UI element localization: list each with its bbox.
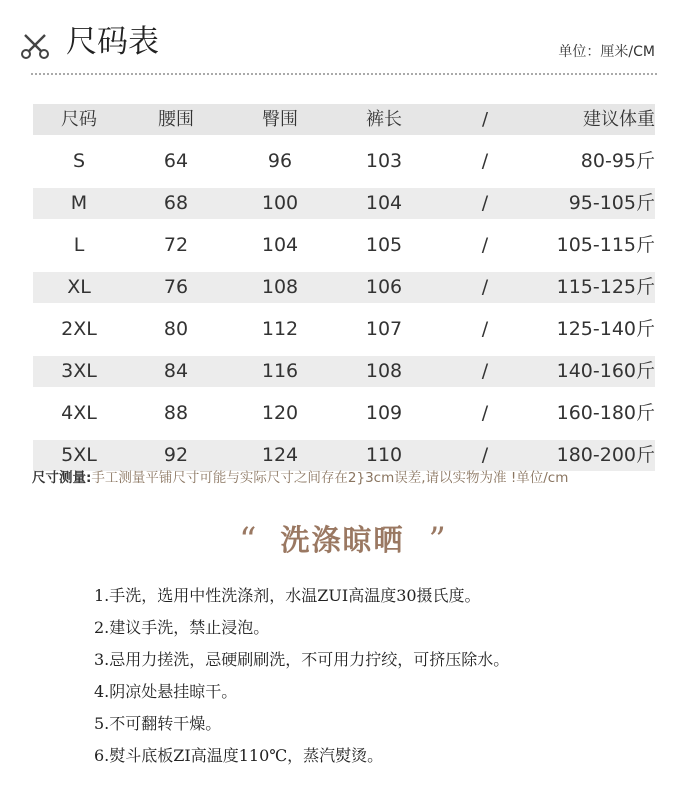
- weight-cell: 160-180斤: [556, 402, 655, 424]
- size-cell: S: [72, 150, 86, 172]
- size-cell: M: [70, 192, 88, 214]
- size-cell: 5XL: [61, 444, 97, 466]
- weight-cell: 80-95斤: [580, 150, 655, 172]
- slash-cell: /: [481, 318, 489, 340]
- size-cell: L: [73, 234, 85, 256]
- size-cell: 2XL: [61, 318, 97, 340]
- hip-cell: 100: [261, 192, 299, 214]
- waist-cell: 84: [163, 360, 189, 382]
- table-row: [33, 272, 655, 314]
- length-cell: 109: [365, 402, 403, 424]
- header-length: 裤长: [366, 109, 402, 130]
- slash-cell: /: [481, 150, 489, 172]
- waist-cell: 68: [163, 192, 189, 214]
- table-row: [33, 146, 655, 188]
- scissors-icon: [20, 30, 50, 60]
- page-header: [0, 0, 685, 80]
- size-cell: XL: [67, 276, 91, 298]
- hip-cell: 96: [267, 150, 293, 172]
- hip-cell: 104: [261, 234, 299, 256]
- hip-cell: 120: [261, 402, 299, 424]
- weight-cell: 125-140斤: [556, 318, 655, 340]
- size-cell: 4XL: [61, 402, 97, 424]
- header-size: 尺码: [61, 109, 97, 130]
- table-row: [33, 398, 655, 440]
- list-item: 4.阴凉处悬挂晾干。: [94, 682, 238, 701]
- weight-cell: 95-105斤: [568, 192, 655, 214]
- list-item: 2.建议手洗，禁止浸泡。: [94, 618, 270, 637]
- list-item: 1.手洗，选用中性洗涤剂，水温ZUI高温度30摄氏度。: [94, 586, 481, 605]
- length-cell: 105: [365, 234, 403, 256]
- measurement-note-text: 手工测量平铺尺寸可能与实际尺寸之间存在2}3cm误差,请以实物为准 !单位/cm: [91, 470, 569, 486]
- length-cell: 103: [365, 150, 403, 172]
- open-quote-mark: “: [239, 520, 257, 560]
- waist-cell: 64: [163, 150, 189, 172]
- hip-cell: 124: [261, 444, 299, 466]
- weight-cell: 105-115斤: [556, 234, 655, 256]
- unit-label: 单位：厘米/CM: [558, 44, 655, 60]
- list-item: 3.忌用力搓洗，忌硬刷刷洗，不可用力拧绞，可挤压除水。: [94, 650, 510, 669]
- page-title: 尺码表: [66, 24, 159, 60]
- measurement-note: [32, 468, 672, 488]
- close-quote-mark: ”: [428, 520, 446, 560]
- hip-cell: 112: [261, 318, 299, 340]
- size-table: [33, 104, 655, 482]
- header-slash: /: [481, 109, 489, 130]
- weight-cell: 115-125斤: [556, 276, 655, 298]
- length-cell: 107: [365, 318, 403, 340]
- length-cell: 104: [365, 192, 403, 214]
- waist-cell: 88: [163, 402, 189, 424]
- table-row: [33, 314, 655, 356]
- slash-cell: /: [481, 444, 489, 466]
- length-cell: 106: [365, 276, 403, 298]
- waist-cell: 72: [163, 234, 189, 256]
- list-item: 5.不可翻转干燥。: [94, 714, 222, 733]
- slash-cell: /: [481, 234, 489, 256]
- measurement-note-label: 尺寸测量:: [32, 470, 92, 486]
- dotted-divider: [31, 73, 657, 75]
- slash-cell: /: [481, 276, 489, 298]
- length-cell: 110: [365, 444, 403, 466]
- header-waist: 腰围: [158, 109, 194, 130]
- table-row: [33, 230, 655, 272]
- slash-cell: /: [481, 402, 489, 424]
- table-header-row: [33, 104, 655, 146]
- hip-cell: 116: [261, 360, 299, 382]
- wash-instructions: [94, 580, 674, 772]
- hip-cell: 108: [261, 276, 299, 298]
- waist-cell: 92: [163, 444, 189, 466]
- slash-cell: /: [481, 360, 489, 382]
- wash-title-text: 洗涤晾晒: [280, 523, 405, 557]
- waist-cell: 80: [163, 318, 189, 340]
- wash-section-title: [0, 518, 685, 562]
- table-row: [33, 188, 655, 230]
- list-item: 6.熨斗底板ZI高温度110℃，蒸汽熨烫。: [94, 746, 384, 765]
- header-hip: 臀围: [262, 109, 298, 130]
- header-weight: 建议体重: [583, 109, 655, 130]
- weight-cell: 140-160斤: [556, 360, 655, 382]
- size-cell: 3XL: [61, 360, 97, 382]
- waist-cell: 76: [163, 276, 189, 298]
- slash-cell: /: [481, 192, 489, 214]
- length-cell: 108: [365, 360, 403, 382]
- weight-cell: 180-200斤: [556, 444, 655, 466]
- table-row: [33, 356, 655, 398]
